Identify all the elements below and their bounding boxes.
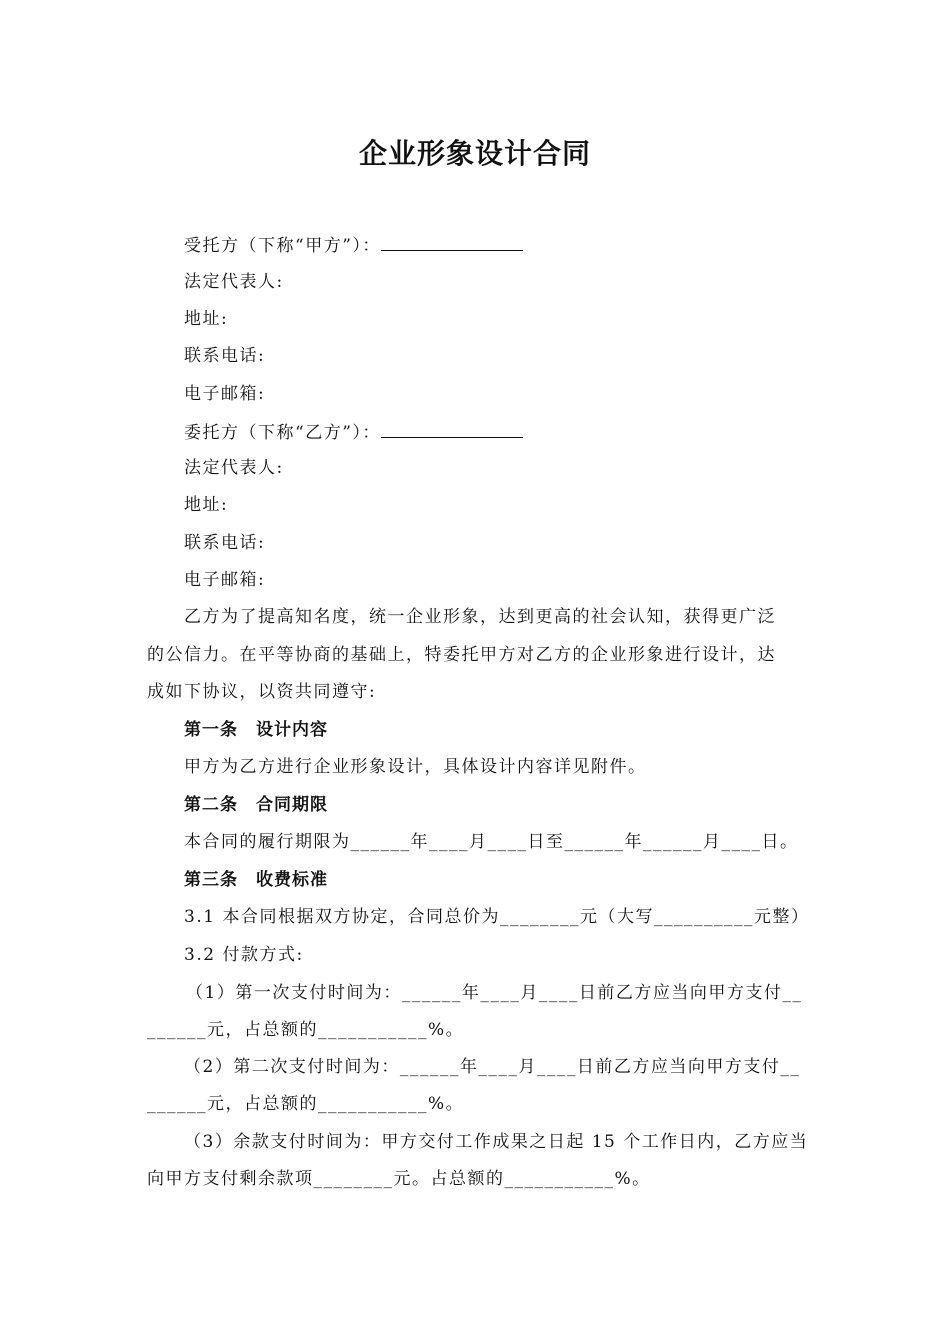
payment-1-line-1: （1）第一次支付时间为：______年____月____日前乙方应当向甲方支付__ [186, 983, 803, 1003]
article-3-heading: 第三条 收费标准 [184, 870, 328, 890]
intro-line-2: 的公信力。在平等协商的基础上，特委托甲方对乙方的企业形象进行设计，达 [147, 645, 776, 665]
party-b-label: 委托方（下称“乙方”）： [184, 423, 381, 443]
payment-2-line-2: ______元，占总额的___________%。 [147, 1094, 465, 1114]
party-a-blank [381, 232, 523, 251]
party-a-email: 电子邮箱: [184, 384, 266, 404]
article-2-heading: 第二条 合同期限 [184, 795, 328, 815]
party-b-address: 地址: [184, 495, 229, 515]
clause-3-2: 3.2 付款方式: [184, 945, 304, 965]
party-b-phone: 联系电话: [184, 533, 266, 553]
party-b-email: 电子邮箱: [184, 570, 266, 590]
party-a-rep: 法定代表人: [184, 272, 284, 292]
document-title: 企业形象设计合同 [358, 137, 591, 170]
payment-3-line-1: （3）余款支付时间为：甲方交付工作成果之日起 15 个工作日内，乙方应当 [184, 1132, 809, 1152]
party-b-line [184, 419, 523, 445]
payment-3-line-2: 向甲方支付剩余款项________元。占总额的___________%。 [147, 1169, 651, 1189]
payment-2-line-1: （2）第二次支付时间为：______年____月____日前乙方应当向甲方支付__ [184, 1057, 801, 1077]
payment-1-line-2: ______元，占总额的___________%。 [147, 1020, 465, 1040]
party-b-blank [381, 419, 523, 438]
party-b-rep: 法定代表人: [184, 458, 284, 478]
party-a-line [184, 232, 523, 258]
party-a-address: 地址: [184, 309, 229, 329]
party-a-label: 受托方（下称“甲方”）： [184, 236, 381, 256]
intro-line-3: 成如下协议，以资共同遵守: [147, 682, 377, 702]
article-1-heading: 第一条 设计内容 [184, 720, 328, 740]
intro-line-1: 乙方为了提高知名度，统一企业形象，达到更高的社会认知，获得更广泛 [184, 607, 776, 627]
party-a-phone: 联系电话: [184, 346, 266, 366]
clause-3-1: 3.1 本合同根据双方协定，合同总价为________元（大写__________元整） [184, 907, 810, 927]
article-1-text: 甲方为乙方进行企业形象设计，具体设计内容详见附件。 [184, 757, 647, 777]
article-2-text: 本合同的履行期限为______年____月____日至______年______月____日。 [184, 832, 799, 852]
